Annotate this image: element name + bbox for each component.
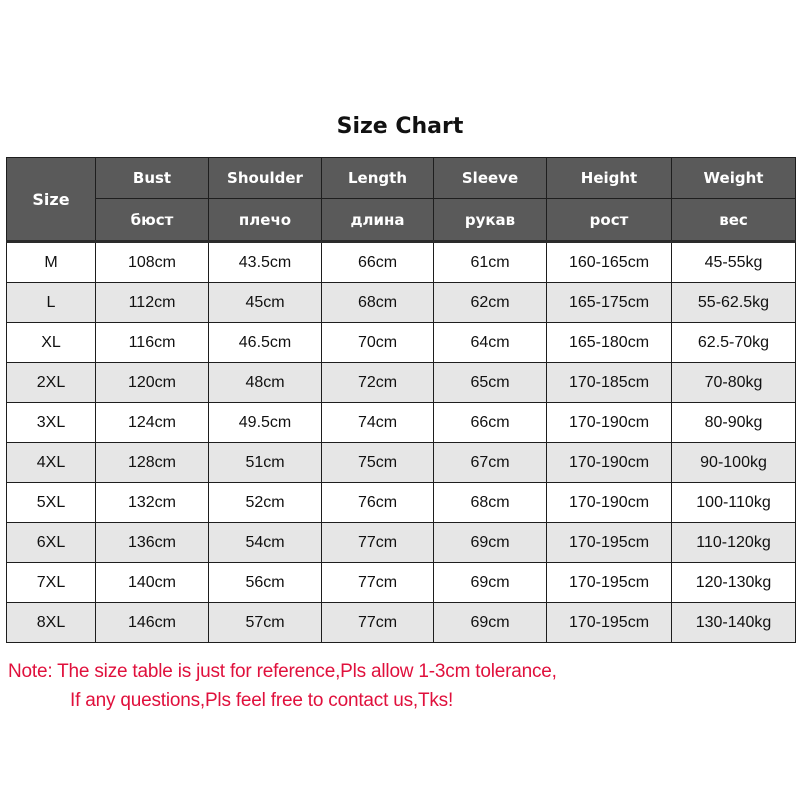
cell-sleeve: 69cm — [434, 523, 547, 563]
cell-sleeve: 69cm — [434, 603, 547, 643]
cell-size: 2XL — [7, 363, 96, 403]
cell-shoulder: 45cm — [209, 283, 322, 323]
header-row-english — [7, 158, 796, 199]
table-row — [7, 323, 796, 363]
cell-size: 8XL — [7, 603, 96, 643]
cell-sleeve: 65cm — [434, 363, 547, 403]
table-row — [7, 242, 796, 283]
note-line-1: Note: The size table is just for reference,Pls allow 1-3cm tolerance, — [8, 661, 557, 682]
header-shoulder: Shoulder — [209, 158, 322, 199]
cell-weight: 90-100kg — [672, 443, 796, 483]
header-length: Length — [322, 158, 434, 199]
cell-length: 77cm — [322, 523, 434, 563]
cell-shoulder: 49.5cm — [209, 403, 322, 443]
cell-length: 66cm — [322, 242, 434, 283]
cell-height: 170-190cm — [547, 443, 672, 483]
cell-bust: 132cm — [96, 483, 209, 523]
cell-sleeve: 66cm — [434, 403, 547, 443]
cell-weight: 55-62.5kg — [672, 283, 796, 323]
note-line-2: If any questions,Pls feel free to contact us,Tks! — [70, 690, 454, 711]
cell-shoulder: 52cm — [209, 483, 322, 523]
header-size: Size — [7, 158, 96, 242]
cell-size: 4XL — [7, 443, 96, 483]
header-sleeve: Sleeve — [434, 158, 547, 199]
cell-sleeve: 69cm — [434, 563, 547, 603]
cell-bust: 112cm — [96, 283, 209, 323]
cell-length: 77cm — [322, 563, 434, 603]
header-row-russian — [7, 199, 796, 242]
cell-shoulder: 48cm — [209, 363, 322, 403]
cell-height: 165-175cm — [547, 283, 672, 323]
cell-size: XL — [7, 323, 96, 363]
cell-weight: 62.5-70kg — [672, 323, 796, 363]
header-bust-ru: бюст — [96, 199, 209, 242]
cell-sleeve: 64cm — [434, 323, 547, 363]
table-row — [7, 363, 796, 403]
cell-length: 72cm — [322, 363, 434, 403]
cell-bust: 120cm — [96, 363, 209, 403]
cell-bust: 146cm — [96, 603, 209, 643]
cell-length: 77cm — [322, 603, 434, 643]
page-title: Size Chart — [336, 114, 464, 139]
cell-shoulder: 46.5cm — [209, 323, 322, 363]
cell-sleeve: 67cm — [434, 443, 547, 483]
cell-weight: 45-55kg — [672, 242, 796, 283]
cell-bust: 136cm — [96, 523, 209, 563]
cell-weight: 130-140kg — [672, 603, 796, 643]
header-height: Height — [547, 158, 672, 199]
cell-height: 170-190cm — [547, 403, 672, 443]
cell-size: L — [7, 283, 96, 323]
cell-shoulder: 51cm — [209, 443, 322, 483]
table-row — [7, 403, 796, 443]
cell-size: M — [7, 242, 96, 283]
cell-length: 68cm — [322, 283, 434, 323]
table-row — [7, 283, 796, 323]
header-weight: Weight — [672, 158, 796, 199]
cell-weight: 110-120kg — [672, 523, 796, 563]
cell-weight: 70-80kg — [672, 363, 796, 403]
cell-height: 170-195cm — [547, 523, 672, 563]
cell-bust: 116cm — [96, 323, 209, 363]
cell-bust: 108cm — [96, 242, 209, 283]
cell-height: 170-190cm — [547, 483, 672, 523]
header-shoulder-ru: плечо — [209, 199, 322, 242]
table-row — [7, 603, 796, 643]
header-height-ru: рост — [547, 199, 672, 242]
header-weight-ru: вес — [672, 199, 796, 242]
cell-shoulder: 54cm — [209, 523, 322, 563]
cell-length: 74cm — [322, 403, 434, 443]
table-row — [7, 443, 796, 483]
cell-size: 5XL — [7, 483, 96, 523]
cell-weight: 80-90kg — [672, 403, 796, 443]
cell-bust: 128cm — [96, 443, 209, 483]
cell-shoulder: 56cm — [209, 563, 322, 603]
header-bust: Bust — [96, 158, 209, 199]
cell-bust: 140cm — [96, 563, 209, 603]
cell-length: 75cm — [322, 443, 434, 483]
table-body — [7, 242, 796, 643]
cell-height: 165-180cm — [547, 323, 672, 363]
cell-shoulder: 57cm — [209, 603, 322, 643]
cell-sleeve: 62cm — [434, 283, 547, 323]
cell-sleeve: 61cm — [434, 242, 547, 283]
cell-height: 160-165cm — [547, 242, 672, 283]
size-chart-table — [6, 157, 796, 643]
cell-length: 76cm — [322, 483, 434, 523]
cell-height: 170-195cm — [547, 563, 672, 603]
cell-shoulder: 43.5cm — [209, 242, 322, 283]
cell-size: 7XL — [7, 563, 96, 603]
cell-weight: 120-130kg — [672, 563, 796, 603]
cell-bust: 124cm — [96, 403, 209, 443]
table-row — [7, 563, 796, 603]
header-length-ru: длина — [322, 199, 434, 242]
table-row — [7, 523, 796, 563]
cell-size: 6XL — [7, 523, 96, 563]
cell-sleeve: 68cm — [434, 483, 547, 523]
header-sleeve-ru: рукав — [434, 199, 547, 242]
cell-length: 70cm — [322, 323, 434, 363]
note — [8, 657, 798, 715]
table-row — [7, 483, 796, 523]
cell-size: 3XL — [7, 403, 96, 443]
cell-height: 170-185cm — [547, 363, 672, 403]
cell-height: 170-195cm — [547, 603, 672, 643]
cell-weight: 100-110kg — [672, 483, 796, 523]
